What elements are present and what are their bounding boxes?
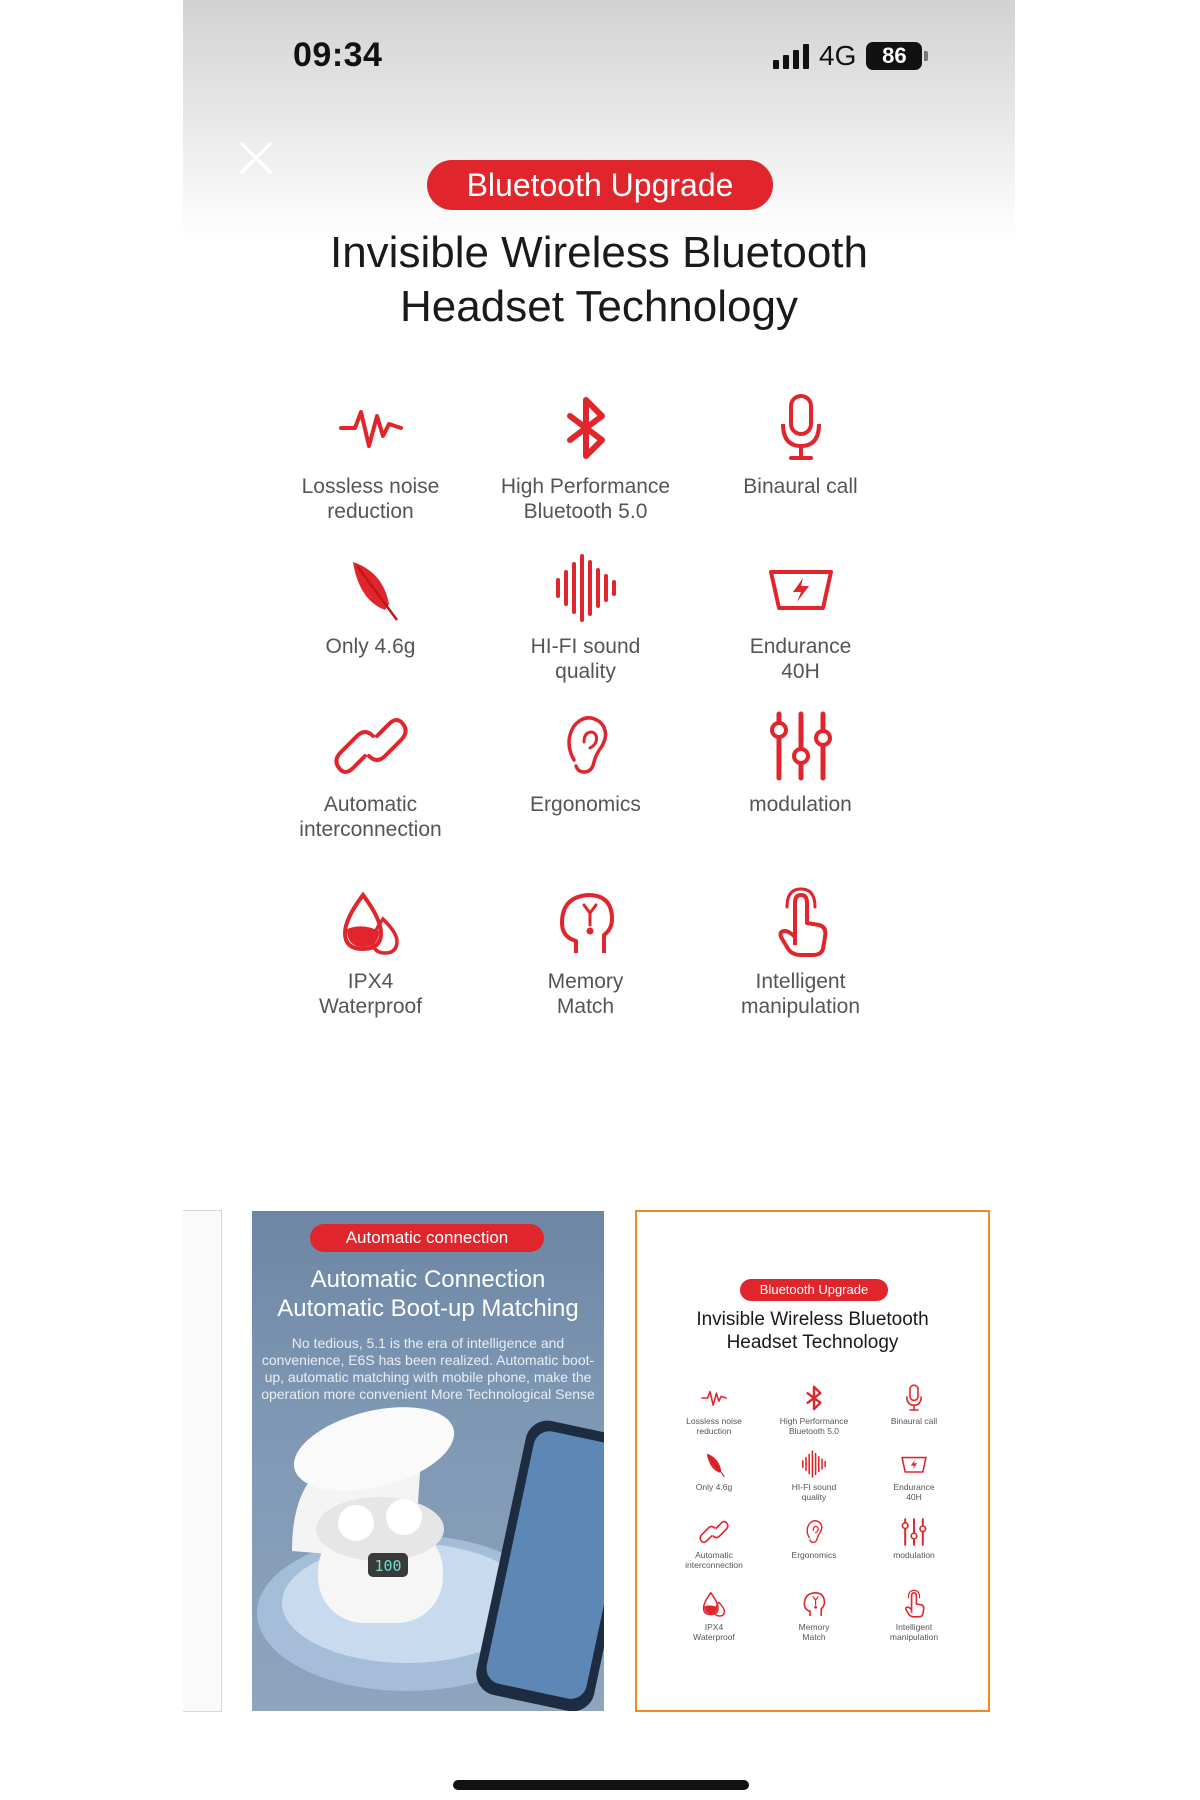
main-feature-item	[693, 706, 908, 817]
main-feature-item	[263, 388, 478, 524]
thumbnail-feature-item	[664, 1588, 764, 1642]
feature-label: Endurance 40H	[749, 635, 852, 683]
thumbnail-feature-item	[864, 1516, 964, 1560]
touch-hand-icon	[898, 1588, 930, 1620]
thumbnail-feature-item	[764, 1588, 864, 1642]
thumbnail-bluetooth-upgrade-selected[interactable]	[635, 1210, 990, 1712]
feature-label: HI-FI sound quality	[530, 635, 641, 683]
network-type: 4G	[819, 40, 857, 71]
thumbnail-feature-item	[764, 1448, 864, 1502]
touch-hand-icon	[761, 883, 841, 963]
case-led-display: 100	[374, 1557, 402, 1575]
feature-label: Ergonomics	[791, 1550, 837, 1560]
status-indicators	[773, 40, 922, 72]
equalizer-sliders-icon	[761, 706, 841, 786]
microphone-icon	[898, 1382, 930, 1414]
feature-label: modulation	[893, 1550, 935, 1560]
thumbnail-description: No tedious, 5.1 is the era of intelligence and convenience, E6S has been realized. Automatic boot-up, automatic matching with mobile phone, make the operation more convenient More Technological Sense	[261, 1335, 595, 1402]
thumbnail-feature-item	[764, 1382, 864, 1436]
thumbnail-title: Invisible Wireless Bluetooth Headset Technology	[696, 1309, 929, 1353]
thumbnail-feature-item	[664, 1382, 764, 1436]
thumbnail-feature-item	[864, 1448, 964, 1502]
feature-label: High Performance Bluetooth 5.0	[779, 1416, 849, 1436]
thumbnail-feature-item	[664, 1448, 764, 1492]
link-icon	[331, 706, 411, 786]
link-icon	[698, 1516, 730, 1548]
feature-label: Intelligent manipulation	[740, 970, 861, 1018]
automatic-connection-badge: Automatic connection	[310, 1224, 544, 1252]
feature-label: High Performance Bluetooth 5.0	[500, 475, 671, 523]
head-memory-icon	[798, 1588, 830, 1620]
thumbnail-automatic-connection[interactable]	[252, 1211, 604, 1711]
main-feature-item	[263, 883, 478, 1019]
feature-label: modulation	[749, 793, 852, 816]
feature-label: Automatic interconnection	[299, 793, 442, 841]
signal-icon	[773, 43, 809, 69]
thumbnail-feature-item	[764, 1516, 864, 1560]
feature-label: Binaural call	[890, 1416, 938, 1426]
bluetooth-icon	[546, 388, 626, 468]
feather-icon	[698, 1448, 730, 1480]
battery-icon: 86	[866, 42, 922, 70]
earbuds-case-image	[252, 1211, 604, 1711]
feature-label: Only 4.6g	[695, 1482, 733, 1492]
water-drop-icon	[698, 1588, 730, 1620]
feature-label: Binaural call	[743, 475, 858, 498]
equalizer-sliders-icon	[898, 1516, 930, 1548]
microphone-icon	[761, 388, 841, 468]
feature-label: Memory Match	[547, 970, 624, 1018]
heartbeat-wave-icon	[331, 388, 411, 468]
feature-label: Automatic interconnection	[685, 1550, 743, 1570]
feature-label: Only 4.6g	[325, 635, 416, 658]
bluetooth-icon	[798, 1382, 830, 1414]
main-feature-item	[478, 883, 693, 1019]
main-feature-item	[478, 548, 693, 684]
feature-label: Lossless noise reduction	[301, 475, 440, 523]
feature-label: Endurance 40H	[893, 1482, 935, 1502]
thumbnail-feature-item	[864, 1382, 964, 1426]
bluetooth-upgrade-badge: Bluetooth Upgrade	[427, 160, 773, 210]
main-feature-item	[263, 548, 478, 659]
feature-label: Memory Match	[798, 1622, 830, 1642]
product-image-viewer	[183, 0, 1015, 1800]
sound-wave-icon	[546, 548, 626, 628]
main-feature-item	[693, 548, 908, 684]
thumbnail-badge: Bluetooth Upgrade	[740, 1279, 888, 1301]
feature-label: IPX4 Waterproof	[318, 970, 423, 1018]
water-drop-icon	[331, 883, 411, 963]
feature-label: Lossless noise reduction	[686, 1416, 742, 1436]
ear-icon	[798, 1516, 830, 1548]
main-feature-item	[693, 883, 908, 1019]
feature-label: IPX4 Waterproof	[693, 1622, 735, 1642]
home-indicator[interactable]	[453, 1780, 749, 1790]
feature-label: Ergonomics	[530, 793, 641, 816]
main-feature-item	[478, 706, 693, 817]
heartbeat-wave-icon	[698, 1382, 730, 1414]
main-feature-item	[478, 388, 693, 524]
page-title: Invisible Wireless Bluetooth Headset Technology	[329, 228, 868, 331]
thumbnail-previous[interactable]	[183, 1210, 222, 1712]
battery-bolt-icon	[761, 548, 841, 628]
sound-wave-icon	[798, 1448, 830, 1480]
feather-icon	[331, 548, 411, 628]
ear-icon	[546, 706, 626, 786]
feature-label: Intelligent manipulation	[889, 1622, 939, 1642]
close-icon[interactable]	[238, 140, 274, 176]
head-memory-icon	[546, 883, 626, 963]
thumbnail-feature-item	[864, 1588, 964, 1642]
main-feature-item	[263, 706, 478, 842]
feature-label: HI-FI sound quality	[791, 1482, 837, 1502]
main-feature-item	[693, 388, 908, 499]
thumbnail-title: Automatic Connection Automatic Boot-up Matching	[277, 1266, 579, 1322]
battery-bolt-icon	[898, 1448, 930, 1480]
thumbnail-feature-item	[664, 1516, 764, 1570]
status-time: 09:34	[293, 36, 383, 74]
